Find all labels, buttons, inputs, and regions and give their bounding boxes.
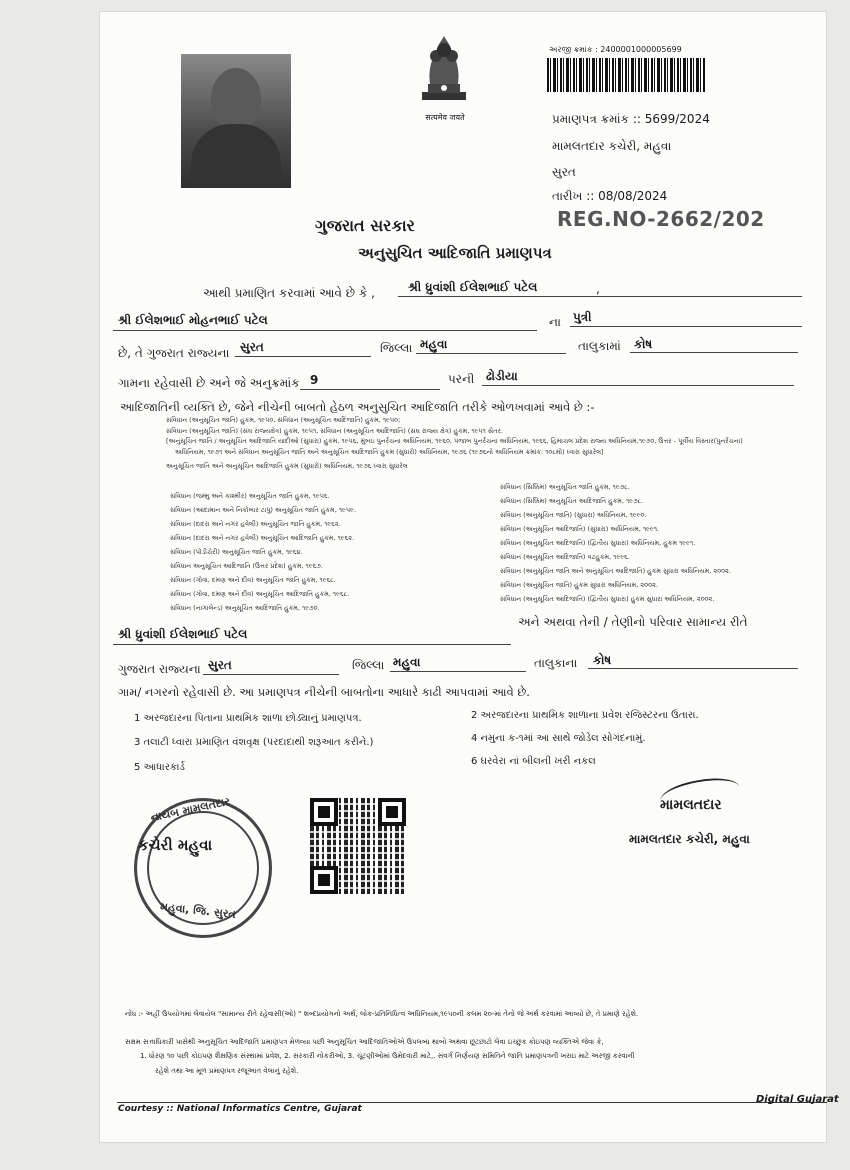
law-item: સંવિધાન (અનુસૂચિત આદિજાતિ) (દ્વિતીય સુધારા) અધિનિયમ, હુકમ ૧૯૯૧.: [500, 539, 696, 547]
applicant-name: શ્રી ધ્રુવાંશી ઈલેશભાઈ પટેલ: [408, 280, 538, 294]
father-name: શ્રી ઈલેશભાઈ મોહનભાઈ પટેલ: [118, 313, 268, 327]
law-item: સંવિધાન (અનુસૂચિત જાતિ) (સંઘ રાજ્યક્ષેત્ર) હુકમ, ૧૯૫૧, સંવિધાન (અનુસૂચિત આદિજાતિ) (સંઘ રાજ્ય ક્ષેત્ર) હુકમ, ૧૯૫૧ સેતર.: [166, 427, 503, 435]
law-item: સંવિધાન (દાદરા અને નગર હવેલી) અનુસૂચિત આદિજાતિ હુકમ, ૧૯૬૨.: [170, 534, 355, 542]
issuing-office: મામલતદાર કચેરી, મહુવા: [552, 139, 672, 153]
note-2: સક્ષમ સત્તાધિકારી પાસેથી અનુસૂચિત આદિજાતિ પ્રમાણપત્ર મેળવ્યા પછી અનુસૂચિત આદિજાતિઓએ ઉપલબ્ધ થાબો અથવા છૂટછાટો લેવા ઇચ્છુક કોઇપણ વ્યક્તિએ જેવા કે,: [125, 1038, 604, 1046]
law-item: સંવિધાન (નાગાલેન્ડ) અનુસૂચિત આદિજાતિ હુકમ, ૧૯૭૦.: [170, 604, 320, 612]
tribe-name: ઢોડીયા: [486, 369, 518, 383]
district-label: જિલ્લા: [380, 341, 413, 355]
certificate-title: અનુસુચિત આદિજાતિ પ્રમાણપત્ર: [358, 244, 552, 262]
comma: ,: [596, 282, 600, 296]
issuing-district: સુરત: [552, 165, 576, 179]
law-item: અધિનિયમ, ૧૯૭૧ અને સંવિધાન અનુસૂચિત જાતિ અને અનુસૂચિત આદિજાતિ હુકમ (સુધારો) અધિનિયમ, ૧૯૭૬ (૧૯૭૬નો અધિનિયમ ક્રમાંક: ૧૦૮મો) ધ્વારા સુધારેલ]: [175, 448, 604, 456]
law-item: સંવિધાન (અનુસૂચિત જાતિ) હુકમ, ૧૯૫૦, સંવિધાન (અનુસૂચિત આદિજાતિ) હુકમ, ૧૯૫૦;: [166, 416, 401, 424]
law-item: સંવિધાન (અનુસૂચિત જાતિ) (સુધારા) અધિનિયમ, ૧૯૯૦.: [500, 511, 647, 519]
document-item: 1 અરજદારના પિતાના પ્રાથમિક શાળા છોડ્યાનું પ્રમાણપત્ર.: [134, 713, 362, 724]
family-text: અને અથવા તેની / તેણીનો પરિવાર સામાન્ય રીતે: [518, 615, 748, 629]
law-item: સંવિધાન (અનુસૂચિત જાતિ) હુકમ સુધારા અધિનિયમ, ૨૦૦૨.: [500, 581, 658, 589]
seal-bottom-text: મહુવા, જિ. સુરત: [159, 900, 237, 921]
law-item: સંવિધાન (અનુસૂચિત આદિજાતિ) (સુધારા) અધિનિયમ, ૧૯૯૧.: [500, 525, 660, 533]
state-label-2: ગુજરાત રાજ્યના: [118, 662, 201, 676]
district-value-2: મહુવા: [393, 655, 421, 669]
document-item: 6 ઘરવેરા નાં બીલની ખરી નકલ: [471, 756, 596, 767]
taluka-label: તાલુકામાં: [578, 339, 621, 353]
signatory-office: મામલતદાર કચેરી, મહુવા: [629, 832, 750, 846]
law-item: [અનુસૂચિત જાતિ / અનુસૂચિત આદિજાતિ યાદીઓ (સુધારા) હુકમ, ૧૯૫૬, મુંબઇ પુનર્રચના અધિનિયમ, ૧૯૬૦, પંજાબ પુનર્રચના અધિનિયમ, ૧૯૬૬, હિમાચલ પ્રદેશ રાજ્ય અધિનિયમ,૧૯૭૦, ઉત્તર - પૂર્વીય વિસ્તાર(પુનર્રચના): [166, 437, 743, 445]
emblem-caption: सत्यमेव जयते: [425, 113, 465, 122]
signatory-title: મામલતદાર: [660, 797, 722, 813]
digital-gujarat-brand: Digital Gujarat: [756, 1094, 839, 1105]
parni-label: પરની: [448, 372, 475, 386]
state-prefix: છે, તે ગુજરાત રાજ્યના: [118, 346, 230, 360]
note-3: 1. ધોરણ ૧૦ પછી કોઇપણ શૈક્ષણિક સંસ્થામાં પ્રવેશ, 2. સરકારી નોકરીઓ, 3. ચૂંટણીઓમાં ઉમેદવારી માટે,. સંવર્ગ નિર્ણયણ સમિતિને જાતિ પ્રમાણપત્રની ખરાઇ માટે અરજી કરવાની: [140, 1052, 635, 1060]
law-item: સંવિધાન (આંદામાન અને નિકોબાર ટાપુ) અનુસૂચિત જાતિ હુકમ, ૧૯૫૯.: [170, 506, 357, 514]
relation: પુત્રી: [573, 310, 592, 324]
district-label-2: જિલ્લા: [352, 658, 385, 672]
applicant-photo: [181, 54, 291, 188]
resident-serial-prefix: ગામના રહેવાસી છે અને જે અનુક્રમાંક: [118, 376, 300, 390]
seal-middle-text: કચેરી મહુવા: [138, 836, 213, 854]
serial-number: 9: [310, 373, 319, 387]
law-item: સંવિધાન (સિક્કિમ) અનુસૂચિત જાતિ હુકમ, ૧૯૭૮.: [500, 483, 630, 491]
resident-text: ગામ/ નગરનો રહેવાસી છે. આ પ્રમાણપત્ર નીચેની બાબતોના આધારે કાઢી આપવામાં આવે છે.: [118, 685, 530, 699]
seal-top-text: નાયબ મામલતદાર: [149, 794, 232, 825]
recognition-text: આદિજાતિની વ્યક્તિ છે, જેને નીચેની બાબતો હેઠળ અનુસુચિત આદિજાતિ તરીકે ઓળખવામાં આવે છે :-: [120, 400, 595, 414]
state-district-2: સુરત: [208, 658, 232, 672]
qr-code[interactable]: [310, 798, 406, 894]
taluka-label-2: તાલુકાના: [534, 656, 578, 670]
registration-number: REG.NO-2662/202: [557, 207, 765, 231]
law-item: સંવિધાન (અનુસૂચિત આદિજાતિ) (દ્વિતીય સુધારા) હુકમ સુધારા અધિનિયમ, ૨૦૦૨.: [500, 595, 715, 603]
government-title: ગુજરાત સરકાર: [315, 216, 415, 235]
footer-divider: [117, 1102, 827, 1103]
taluka-value-2: કોષ: [593, 653, 612, 667]
document-item: 5 આધારકાર્ડ: [134, 762, 185, 773]
courtesy-text: Courtesy :: National Informatics Centre, Gujarat: [118, 1104, 362, 1114]
document-item: 3 તલાટી ધ્વારા પ્રમાણિત વંશવૃક્ષ (પરદાદાથી શરૂઆત કરીને.): [134, 737, 374, 748]
law-item: સંવિધાન અનુસૂચિત આદિજાતિ (ઉત્તર પ્રદેશ) હુકમ, ૧૯૬૭.: [170, 562, 323, 570]
note-1: નોંધ :- અહીં ઉપયોગમાં લેવાયેલ "સામાન્ય રીતે રહેવાસી(ઓ) " શબ્દપ્રયોગનો અર્થ, લોક-પ્રતિનિધિત્વ અધિનિયમ,૧૯૫૦ની કલમ ૨૦-માં તેનો જે અર્થ કરવામાં આવ્યો છે, તે પ્રમાણે રહેશે.: [125, 1010, 639, 1018]
law-item: સંવિધાન (દાદરા અને નગર હવેલી) અનુસૂચિત જાતિ હુકમ, ૧૯૬૨.: [170, 520, 341, 528]
document-item: 4 નમુના ક-૧માં આ સાથે જોડેલ સોગંદનામું.: [471, 733, 646, 744]
law-item: સંવિધાન (ગોવા, દમણ અને દીવ) અનુસૂચિત જાતિ હુકમ, ૧૯૬૮.: [170, 576, 336, 584]
national-emblem-icon: [414, 30, 474, 110]
taluka-value: કોષ: [634, 337, 653, 351]
law-item: સંવિધાન (અનુસૂચિત આદિજાતિ) વટહુકમ, ૧૯૯૬.: [500, 553, 630, 561]
barcode: [547, 58, 705, 92]
issue-date: તારીખ :: 08/08/2024: [552, 189, 668, 203]
law-item: સંવિધાન (જમ્મુ અને કાશ્મીર) અનુસૂચિત જાતિ હુકમ, ૧૯૫૬.: [170, 492, 330, 500]
district-value: મહુવા: [420, 337, 448, 351]
na-label: ના: [549, 315, 561, 329]
applicant-name-2: શ્રી ધ્રુવાંશી ઈલેશભાઈ પટેલ: [118, 627, 248, 641]
law-item: સંવિધાન (પોંડીચેરી) અનુસૂચિત જાતિ હુકમ, ૧૯૬૪.: [170, 548, 303, 556]
state-district: સુરત: [240, 340, 264, 354]
note-4: રહેશે તથા આ મૂળ પ્રમાણપત્ર રજૂઆત વેલાનું રહેશે.: [155, 1067, 299, 1075]
certificate-number: પ્રમાણપત્ર ક્રમાંક :: 5699/2024: [552, 112, 710, 126]
document-item: 2 અરજદારના પ્રાથમિક શાળાના પ્રવેશ રજિસ્ટરના ઉતારા.: [471, 710, 699, 721]
law-item: સંવિધાન (ગોવા, દમણ અને દીવ) અનુસૂચિત આદિજાતિ હુકમ, ૧૯૬૮.: [170, 590, 350, 598]
application-number: અરજી ક્રમાંક : 2400001000005699: [549, 45, 682, 54]
certify-text: આથી પ્રમાણિત કરવામાં આવે છે કે ,: [203, 286, 375, 300]
law-item: સંવિધાન (સિક્કિમ) અનુસૂચિત આદિજાતિ હુકમ, ૧૯૭૮.: [500, 497, 644, 505]
law-item: અનુસૂચિત જાતિ અને અનુસૂચિત આદિજાતિ હુકમ (સુધારો) અધિનિયમ, ૧૯૭૬ ધ્વારા સુધારેલ: [166, 462, 408, 470]
law-item: સંવિધાન (અનુસૂચિત જાતિ અને અનુસૂચિત આદિજાતિ) હુકમ સુધારા અધિનિયમ, ૨૦૦૨.: [500, 567, 731, 575]
